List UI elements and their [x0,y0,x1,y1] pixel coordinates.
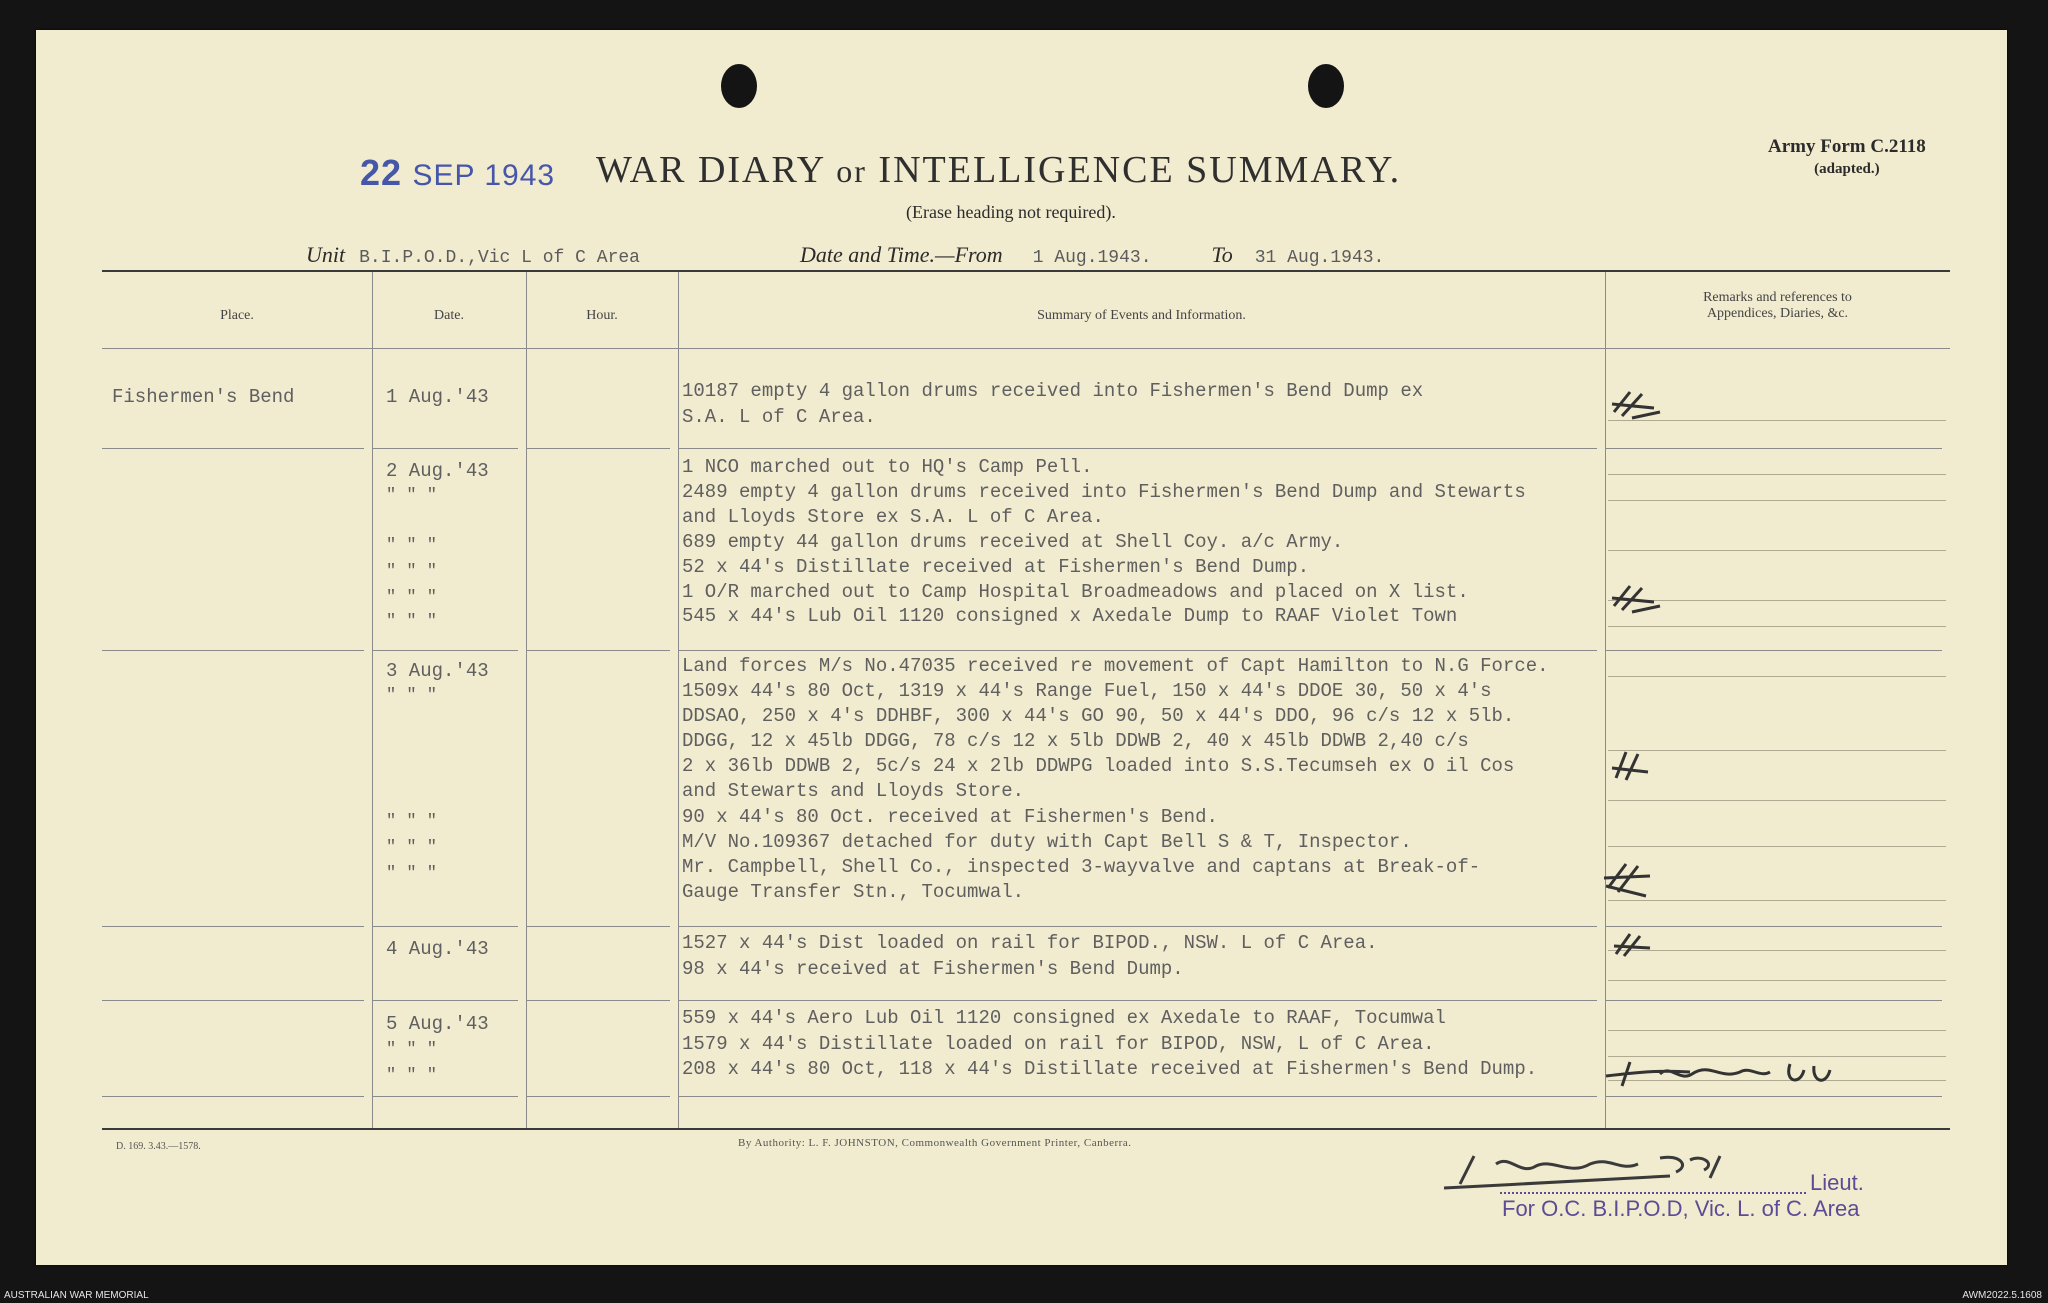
date-range-line: Date and Time.—From 1 Aug.1943. To 31 Aug.1943. [800,242,1385,268]
remarks-rule [1608,900,1946,901]
row-rule [372,1000,518,1001]
summary-line: M/V No.109367 detached for duty with Capt Bell S & T, Inspector. [682,831,1412,853]
handwritten-initials [1610,928,1660,964]
row-rule [1605,1000,1942,1001]
rank-stamp: Lieut. [1810,1170,1864,1195]
summary-line: DDGG, 12 x 45lb DDGG, 78 c/s 12 x 5lb DDWB 2, 40 x 45lb DDWB 2,40 c/s [682,730,1469,752]
date-entry: 2 Aug.'43 [386,460,489,482]
ditto-mark: " " " [386,864,438,883]
row-rule [526,1000,670,1001]
summary-line: 208 x 44's 80 Oct, 118 x 44's Distillate received at Fishermen's Bend Dump. [682,1058,1538,1080]
row-rule [102,1096,364,1097]
summary-line: S.A. L of C Area. [682,406,876,428]
date-from: 1 Aug.1943. [1032,248,1152,268]
summary-line: 2 x 36lb DDWB 2, 5c/s 24 x 2lb DDWPG loaded into S.S.Tecumseh ex O il Cos [682,755,1515,777]
row-rule [372,448,518,449]
row-rule [102,926,364,927]
remarks-rule [1608,800,1946,801]
summary-line: 1 O/R marched out to Camp Hospital Broadmeadows and placed on X list. [682,581,1469,603]
signature-dotted-line [1500,1192,1806,1194]
ditto-mark: " " " [386,838,438,857]
remarks-rule [1608,1030,1946,1031]
ditto-mark: " " " [386,588,438,607]
summary-line: Mr. Campbell, Shell Co., inspected 3-wayvalve and captans at Break-of- [682,856,1481,878]
summary-line: 10187 empty 4 gallon drums received into Fishermen's Bend Dump ex [682,380,1424,402]
date-to: 31 Aug.1943. [1254,248,1385,268]
summary-line: DDSAO, 250 x 4's DDHBF, 300 x 44's GO 90, 50 x 44's DDO, 96 c/s 12 x 5lb. [682,705,1515,727]
erase-note: (Erase heading not required). [906,202,1116,222]
collection-credit: AUSTRALIAN WAR MEMORIAL [4,1290,149,1301]
table-top-rule [102,270,1950,272]
summary-line: 52 x 44's Distillate received at Fishermen's Bend Dump. [682,556,1310,578]
ditto-mark: " " " [386,1066,438,1085]
remarks-rule [1608,474,1946,475]
row-rule [1605,1096,1942,1097]
summary-line: 559 x 44's Aero Lub Oil 1120 consigned ex Axedale to RAAF, Tocumwal [682,1007,1446,1029]
col-header-remarks: Remarks and references to Appendices, Diaries, &c. [1703,290,1852,321]
remarks-rule [1608,846,1946,847]
row-rule [102,650,364,651]
handwritten-signature [1600,1052,1850,1096]
printer-authority: By Authority: L. F. JOHNSTON, Commonwealth Government Printer, Canberra. [738,1137,1132,1149]
summary-line: 1 NCO marched out to HQ's Camp Pell. [682,456,1093,478]
row-rule [526,926,670,927]
row-rule [526,650,670,651]
table-bottom-rule [102,1128,1950,1130]
remarks-rule [1608,500,1946,501]
unit-line: Unit B.I.P.O.D.,Vic L of C Area [306,242,640,268]
row-rule [526,448,670,449]
header-rule [102,348,1950,349]
remarks-rule [1608,626,1946,627]
summary-line: 98 x 44's received at Fishermen's Bend Dump. [682,958,1184,980]
accession-number: AWM2022.5.1608 [1962,1290,2042,1301]
row-rule [678,926,1597,927]
officer-signature [1440,1150,1840,1194]
col-header-summary: Summary of Events and Information. [1037,308,1246,323]
row-rule [678,448,1597,449]
handwritten-initials [1608,746,1658,788]
summary-line: Gauge Transfer Stn., Tocumwal. [682,881,1025,903]
punch-hole-right [1308,64,1344,108]
ditto-mark: " " " [386,612,438,631]
summary-line: 689 empty 44 gallon drums received at Shell Coy. a/c Army. [682,531,1344,553]
date-entry: 5 Aug.'43 [386,1013,489,1035]
ditto-mark: " " " [386,686,438,705]
row-rule [678,1096,1597,1097]
handwritten-initials [1602,856,1662,900]
handwritten-initials [1608,386,1668,426]
punch-hole-left [721,64,757,108]
col-header-date: Date. [434,308,464,323]
row-rule [372,1096,518,1097]
row-rule [678,1000,1597,1001]
ditto-mark: " " " [386,812,438,831]
received-date-stamp: 22 SEP 1943 [360,152,556,193]
form-print-code: D. 169. 3.43.—1578. [116,1141,201,1152]
summary-line: 90 x 44's 80 Oct. received at Fishermen's Bend. [682,806,1218,828]
row-rule [102,448,364,449]
date-entry: 4 Aug.'43 [386,938,489,960]
ditto-mark: " " " [386,536,438,555]
place-entry: Fishermen's Bend [112,386,295,408]
ditto-mark: " " " [386,1040,438,1059]
row-rule [372,650,518,651]
summary-line: 545 x 44's Lub Oil 1120 consigned x Axedale Dump to RAAF Violet Town [682,605,1458,627]
unit-value: B.I.P.O.D.,Vic L of C Area [359,248,640,268]
row-rule [102,1000,364,1001]
ditto-mark: " " " [386,562,438,581]
remarks-rule [1608,980,1946,981]
row-rule [1605,650,1942,651]
ditto-mark: " " " [386,486,438,505]
remarks-rule [1608,550,1946,551]
summary-line: 1509x 44's 80 Oct, 1319 x 44's Range Fuel, 150 x 44's DDOE 30, 50 x 4's [682,680,1492,702]
row-rule [372,926,518,927]
form-title: WAR DIARY or INTELLIGENCE SUMMARY. [596,149,1402,191]
summary-line: Land forces M/s No.47035 received re movement of Capt Hamilton to N.G Force. [682,655,1549,677]
date-entry: 1 Aug.'43 [386,386,489,408]
remarks-rule [1608,750,1946,751]
summary-line: 1579 x 44's Distillate loaded on rail for BIPOD, NSW, L of C Area. [682,1033,1435,1055]
handwritten-initials [1608,580,1668,620]
summary-line: 2489 empty 4 gallon drums received into Fishermen's Bend Dump and Stewarts [682,481,1526,503]
row-rule [1605,926,1942,927]
date-entry: 3 Aug.'43 [386,660,489,682]
col-header-hour: Hour. [586,308,618,323]
officer-stamp: For O.C. B.I.P.O.D, Vic. L. of C. Area [1502,1196,1860,1221]
summary-line: and Lloyds Store ex S.A. L of C Area. [682,506,1104,528]
army-form-number: Army Form C.2118 (adapted.) [1768,136,1926,177]
row-rule [526,1096,670,1097]
col-header-place: Place. [220,308,254,323]
summary-line: 1527 x 44's Dist loaded on rail for BIPOD., NSW. L of C Area. [682,932,1378,954]
row-rule [678,650,1597,651]
summary-line: and Stewarts and Lloyds Store. [682,780,1025,802]
remarks-rule [1608,676,1946,677]
row-rule [1605,448,1942,449]
